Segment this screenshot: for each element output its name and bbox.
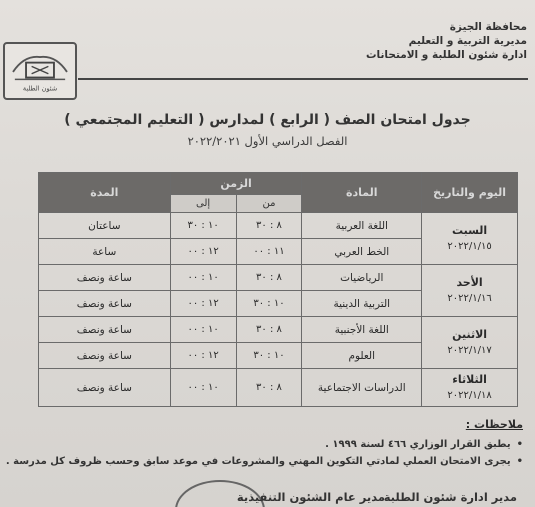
time-from-cell: ١٠ : ٣٠ bbox=[236, 291, 302, 317]
notes-title: ملاحظات : bbox=[465, 418, 523, 431]
signature-student-affairs: مدير ادارة شئون الطلبة bbox=[383, 490, 517, 504]
day-name: السبت bbox=[451, 223, 488, 237]
directorate-line: مديرية التربية و التعليم bbox=[408, 35, 527, 47]
time-to-cell: ١٢ : ٠٠ bbox=[170, 343, 236, 369]
administration-line: ادارة شئون الطلبة و الامتحانات bbox=[366, 49, 527, 61]
governorate-line: محافظة الجيزة bbox=[449, 21, 527, 33]
day-cell bbox=[422, 369, 518, 407]
time-to-cell: ١٠ : ٠٠ bbox=[170, 265, 236, 291]
day-cell bbox=[422, 213, 518, 265]
duration-cell: ساعة ونصف bbox=[39, 317, 171, 343]
day-date: ٢٠٢٢/١/١٧ bbox=[447, 344, 492, 356]
ministry-header bbox=[337, 20, 527, 62]
subject-cell: الخط العربي bbox=[302, 239, 422, 265]
duration-cell: ساعة ونصف bbox=[39, 291, 171, 317]
duration-cell: ساعة ونصف bbox=[39, 369, 171, 407]
table-row bbox=[39, 213, 518, 239]
time-to-cell: ١٠ : ٠٠ bbox=[170, 369, 236, 407]
table-row bbox=[39, 317, 518, 343]
table-row bbox=[39, 369, 518, 407]
header-divider bbox=[78, 78, 528, 80]
day-date: ٢٠٢٢/١/١٨ bbox=[447, 389, 492, 401]
emblem-icon bbox=[5, 44, 75, 98]
note-item: • يطبق القرار الوزاري ٤٦٦ لسنة ١٩٩٩ . bbox=[93, 436, 523, 453]
time-from-cell: ٨ : ٣٠ bbox=[236, 213, 302, 239]
day-name: الأحد bbox=[456, 275, 483, 289]
duration-cell: ساعتان bbox=[39, 213, 171, 239]
header-from: من bbox=[236, 195, 302, 213]
time-to-cell: ١٢ : ٠٠ bbox=[170, 239, 236, 265]
duration-cell: ساعة bbox=[39, 239, 171, 265]
page-title: جدول امتحان الصف ( الرابع ) لمدارس ( التعليم المجتمعي ) bbox=[64, 112, 471, 128]
header-day-date: اليوم والتاريخ bbox=[422, 173, 518, 213]
day-name: الثلاثاء bbox=[452, 372, 487, 386]
header-to: إلى bbox=[170, 195, 236, 213]
subject-cell: التربية الدينية bbox=[302, 291, 422, 317]
subject-cell: العلوم bbox=[302, 343, 422, 369]
day-date: ٢٠٢٢/١/١٦ bbox=[447, 292, 492, 304]
header-subject: المادة bbox=[302, 173, 422, 213]
subject-cell: اللغة الأجنبية bbox=[302, 317, 422, 343]
table-row bbox=[39, 265, 518, 291]
subject-cell: اللغة العربية bbox=[302, 213, 422, 239]
header-duration: المدة bbox=[39, 173, 171, 213]
time-to-cell: ١٠ : ٠٠ bbox=[170, 317, 236, 343]
day-name: الاثنين bbox=[452, 327, 488, 341]
time-from-cell: ١٠ : ٣٠ bbox=[236, 343, 302, 369]
notes-list bbox=[5, 436, 523, 470]
day-cell bbox=[422, 317, 518, 369]
note-item: • يجرى الامتحان العملي لمادتي التكوين المهني والمشروعات في موعد سابق وحسب ظروف كل مدرسة . bbox=[93, 453, 523, 470]
time-to-cell: ١٢ : ٠٠ bbox=[170, 291, 236, 317]
time-from-cell: ٨ : ٣٠ bbox=[236, 265, 302, 291]
exam-schedule-table bbox=[38, 172, 518, 407]
signature-executive-affairs: مدير عام الشئون التنفيذية bbox=[236, 490, 385, 504]
subject-cell: الدراسات الاجتماعية bbox=[302, 369, 422, 407]
time-from-cell: ٨ : ٣٠ bbox=[236, 369, 302, 407]
duration-cell: ساعة ونصف bbox=[39, 343, 171, 369]
logo-caption: شئون الطلبة bbox=[22, 84, 58, 93]
duration-cell: ساعة ونصف bbox=[39, 265, 171, 291]
time-from-cell: ٨ : ٣٠ bbox=[236, 317, 302, 343]
page-subtitle: الفصل الدراسي الأول ٢٠٢٢/٢٠٢١ bbox=[187, 134, 348, 148]
logo-emblem bbox=[3, 42, 77, 100]
subject-cell: الرياضيات bbox=[302, 265, 422, 291]
day-date: ٢٠٢٢/١/١٥ bbox=[447, 240, 492, 252]
time-from-cell: ١١ : ٠٠ bbox=[236, 239, 302, 265]
time-to-cell: ١٠ : ٣٠ bbox=[170, 213, 236, 239]
header-time: الزمن bbox=[170, 173, 302, 195]
day-cell bbox=[422, 265, 518, 317]
